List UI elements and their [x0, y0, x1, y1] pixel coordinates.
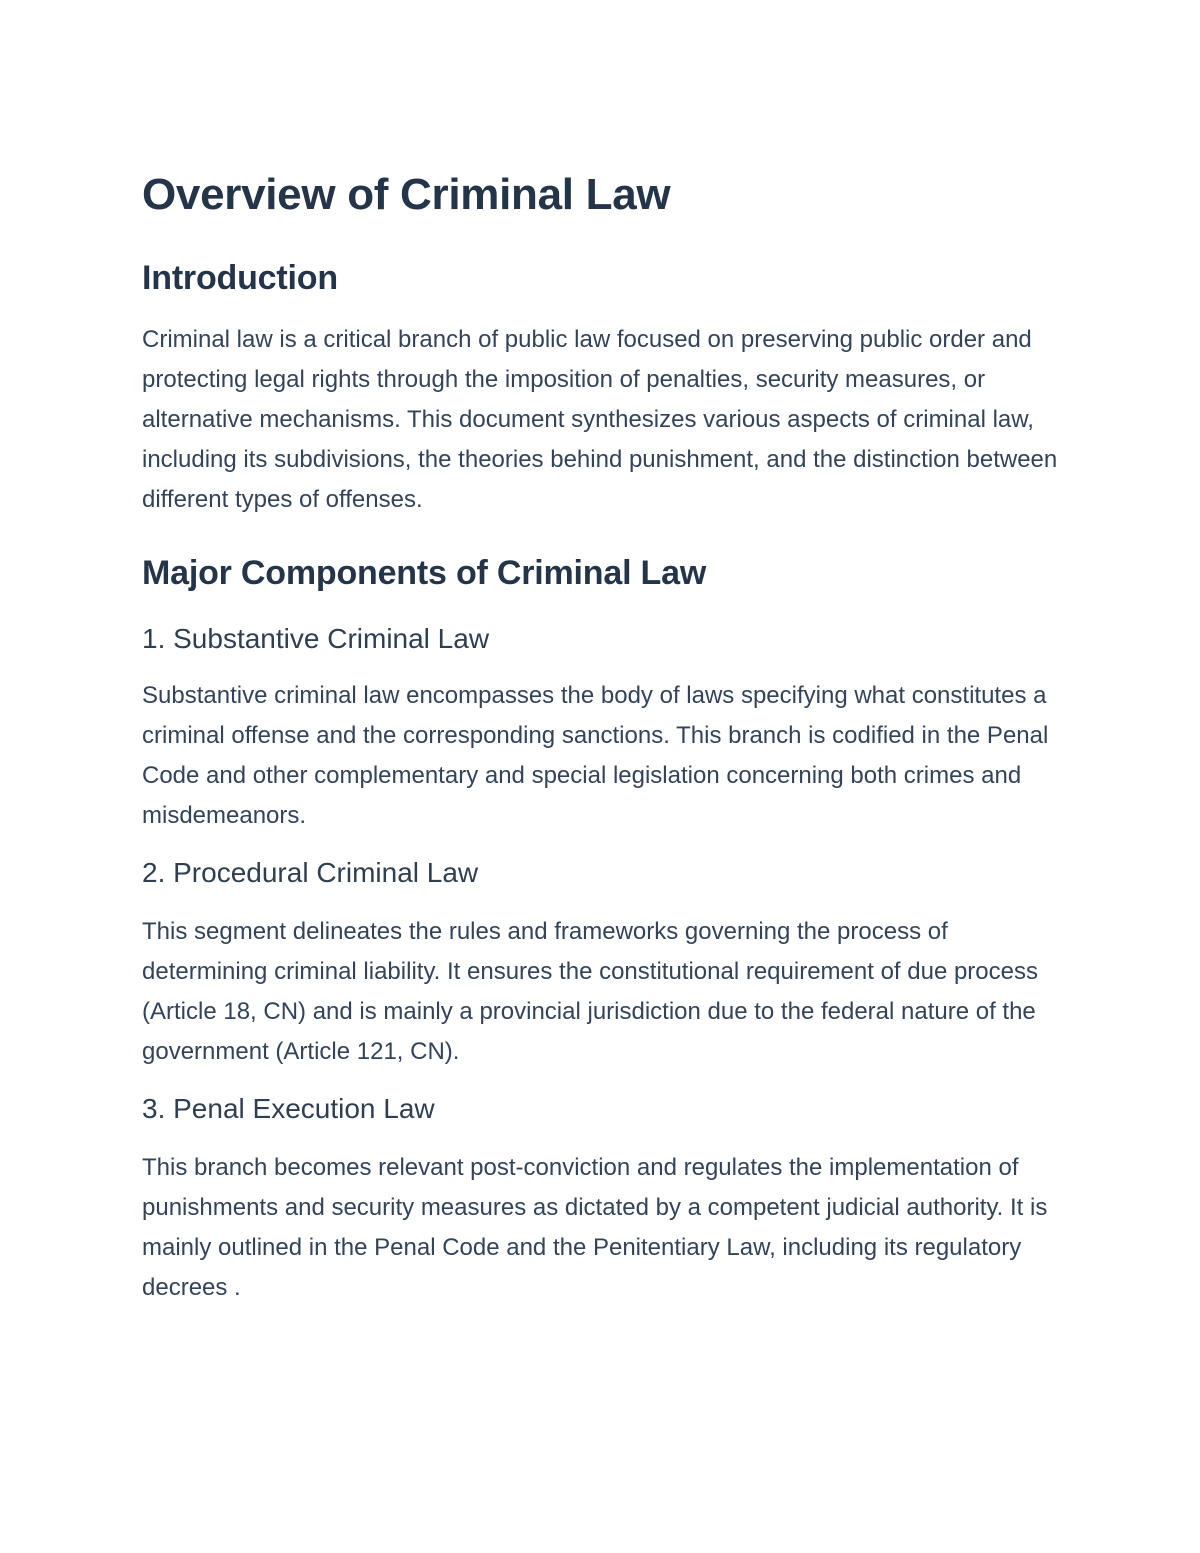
section-heading-procedural: 2. Procedural Criminal Law	[142, 857, 479, 888]
section-paragraph-substantive: Substantive criminal law encompasses the body of laws specifying what constitutes a criminal offense and the corresponding sanctions. This branch is codified in the Penal Code and other complementary and special legislation concerning both crimes and misdemeanors.	[142, 682, 1049, 829]
document-content	[142, 168, 1072, 1308]
introduction-paragraph: Criminal law is a critical branch of public law focused on preserving public order and protecting legal rights through the imposition of penalties, security measures, or alternative mechanisms. This document synthesizes various aspects of criminal law, including its subdivisions, the theories behind punishment, and the distinction between different types of offenses.	[142, 326, 1058, 513]
section-heading-substantive: 1. Substantive Criminal Law	[142, 623, 490, 654]
section-paragraph-procedural: This segment delineates the rules and frameworks governing the process of determining criminal liability. It ensures the constitutional requirement of due process (Article 18, CN) and is mainly a provincial jurisdiction due to the federal nature of the government (Article 121, CN).	[142, 918, 1038, 1065]
section-paragraph-penal-execution: This branch becomes relevant post-conviction and regulates the implementation of punishments and security measures as dictated by a competent judicial authority. It is mainly outlined in the Penal Code and the Penitentiary Law, including its regulatory decrees .	[142, 1154, 1048, 1301]
major-components-heading: Major Components of Criminal Law	[142, 554, 707, 592]
document-title: Overview of Criminal Law	[142, 170, 671, 219]
section-heading-penal-execution: 3. Penal Execution Law	[142, 1093, 435, 1124]
introduction-heading: Introduction	[142, 259, 338, 297]
